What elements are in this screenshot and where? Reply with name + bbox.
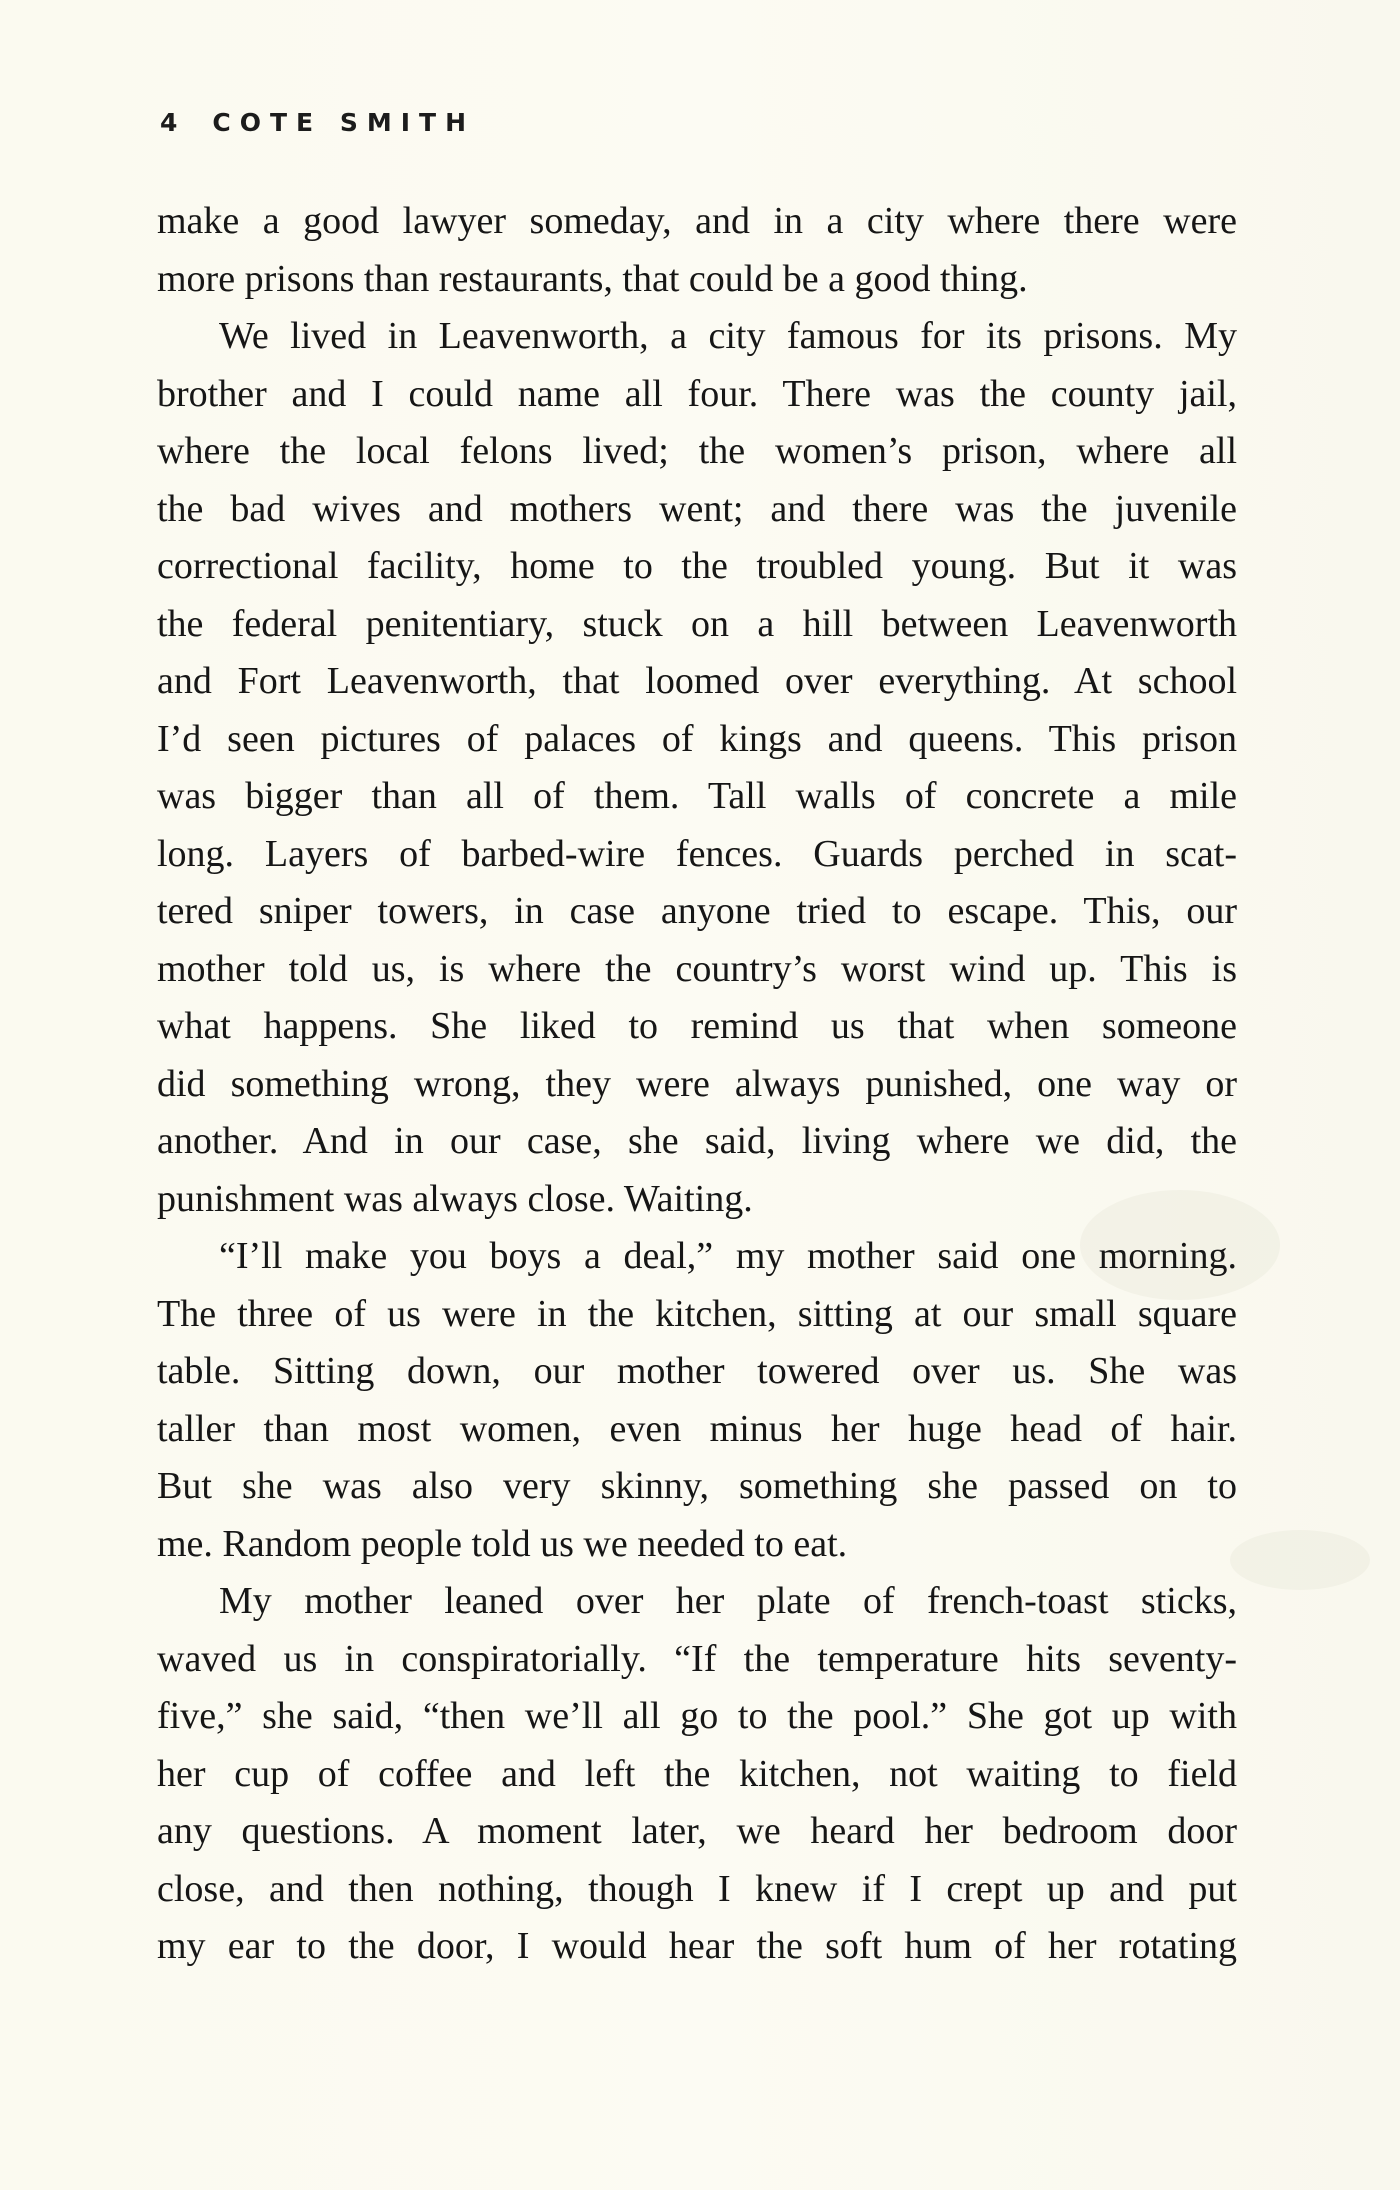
text-line: We lived in Leavenworth, a city famous for its prisons. My xyxy=(219,315,1237,357)
paper-smudge xyxy=(1230,1530,1370,1590)
text-line: close, and then nothing, though I knew if I crept up and put xyxy=(157,1867,1237,1910)
text-line: and Fort Leavenworth, that loomed over everything. At school xyxy=(157,660,1237,702)
running-head xyxy=(160,108,475,137)
text-line: me. Random people told us we needed to eat. xyxy=(157,1522,848,1565)
text-line: five,” she said, “then we’ll all go to the pool.” She got up with xyxy=(157,1695,1237,1737)
text-line: any questions. A moment later, we heard her bedroom door xyxy=(157,1810,1237,1852)
text-line: make a good lawyer someday, and in a city where there were xyxy=(157,200,1237,242)
text-line: table. Sitting down, our mother towered over us. She was xyxy=(157,1350,1237,1392)
text-line: another. And in our case, she said, living where we did, the xyxy=(157,1120,1237,1162)
text-line: what happens. She liked to remind us that when someone xyxy=(157,1005,1237,1047)
author-name: COTE SMITH xyxy=(212,108,476,137)
page-number: 4 xyxy=(160,108,187,137)
text-line: The three of us were in the kitchen, sitting at our small square xyxy=(157,1292,1237,1335)
text-line: the bad wives and mothers went; and there was the juvenile xyxy=(157,487,1237,530)
text-line: long. Layers of barbed-wire fences. Guards perched in scat- xyxy=(157,832,1237,875)
text-line: “I’ll make you boys a deal,” my mother said one morning. xyxy=(219,1235,1237,1277)
text-line: waved us in conspiratorially. “If the temperature hits seventy- xyxy=(157,1637,1237,1680)
text-line: correctional facility, home to the troubled young. But it was xyxy=(157,545,1237,587)
text-line: I’d seen pictures of palaces of kings and queens. This prison xyxy=(157,717,1237,760)
text-line: was bigger than all of them. Tall walls of concrete a mile xyxy=(157,775,1237,817)
text-line: punishment was always close. Waiting. xyxy=(157,1177,753,1220)
text-line: where the local felons lived; the women’s prison, where all xyxy=(157,430,1237,472)
text-line: the federal penitentiary, stuck on a hill between Leavenworth xyxy=(157,602,1237,645)
text-line: brother and I could name all four. There was the county jail, xyxy=(157,372,1237,415)
text-line: My mother leaned over her plate of french-toast sticks, xyxy=(219,1580,1237,1622)
text-line: But she was also very skinny, something she passed on to xyxy=(157,1465,1237,1507)
text-line: my ear to the door, I would hear the soft hum of her rotating xyxy=(157,1925,1237,1967)
text-line: tered sniper towers, in case anyone tried to escape. This, our xyxy=(157,890,1237,932)
text-line: her cup of coffee and left the kitchen, not waiting to field xyxy=(157,1752,1237,1795)
text-line: mother told us, is where the country’s worst wind up. This is xyxy=(157,947,1237,990)
text-line: taller than most women, even minus her huge head of hair. xyxy=(157,1407,1237,1450)
text-line: more prisons than restaurants, that could be a good thing. xyxy=(157,257,1028,300)
text-line: did something wrong, they were always punished, one way or xyxy=(157,1062,1237,1105)
body-text xyxy=(157,193,1237,1976)
